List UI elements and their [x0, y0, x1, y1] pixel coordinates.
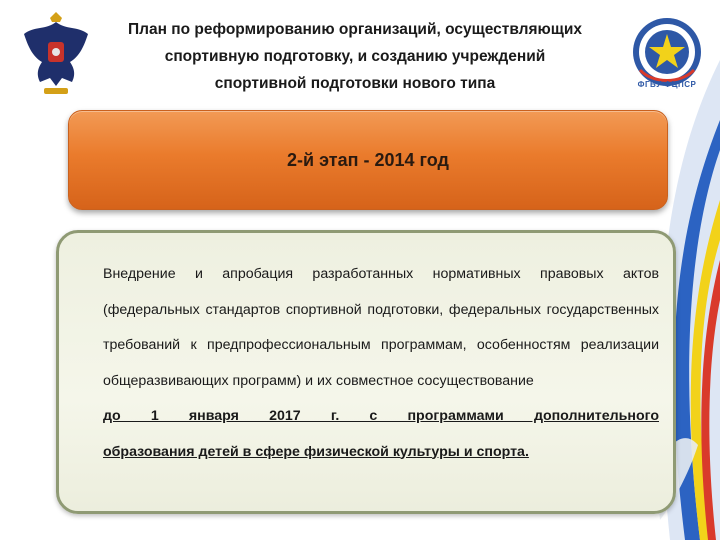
- coat-of-arms-icon: [16, 12, 96, 104]
- stage-banner: [68, 110, 668, 210]
- emphasis-line-1: до 1 января 2017 г. с программами дополнительного: [103, 408, 659, 424]
- content-box: [56, 230, 676, 514]
- logo-caption: ФГБУ ФЦПСР: [637, 80, 697, 89]
- content-paragraph: Внедрение и апробация разработанных нормативных правовых актов (федеральных стандартов спортивной подготовки, федеральных государственных требований к предпрофессиональным программам, особенностям реализации общеразвивающих программ) и их совместное сосуществование: [103, 266, 659, 389]
- content-text: [103, 257, 659, 470]
- page-title: План по реформированию организаций, осуществляющих спортивную подготовку, и созданию учреждений спортивной подготовки нового типа: [127, 21, 582, 92]
- emphasis-line-2: образования детей в сфере физической культуры и спорта.: [103, 443, 529, 460]
- stage-label: 2-й этап - 2014 год: [287, 149, 449, 170]
